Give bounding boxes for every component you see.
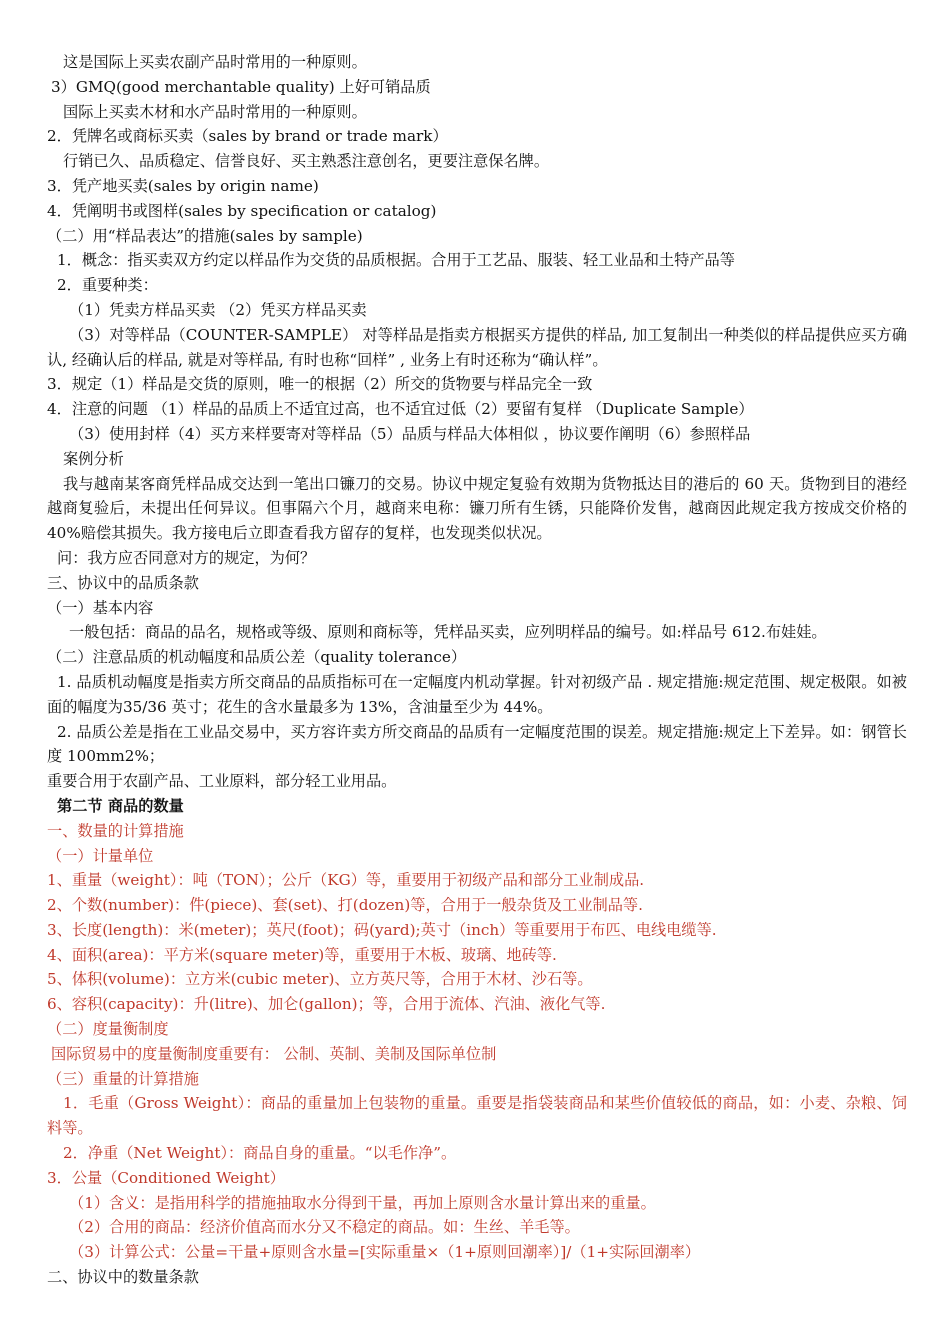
text-line: 2．重要种类： (57, 276, 158, 295)
text-line: 这是国际上买卖农副产品时常用的一种原则。 (63, 53, 367, 71)
paragraph (47, 720, 907, 770)
text-line: 3）GMQ(good merchantable quality) 上好可销品质 (51, 77, 431, 96)
red-text-line: （1）含义：是指用科学的措施抽取水分得到干量，再加上原则含水量计算出来的重量。 (69, 1193, 656, 1212)
red-text-line: 3、长度(length)：米(meter)；英尺(foot)；码(yard);英寸（inch）等重要用于布匹、电线电缆等. (47, 920, 717, 939)
paragraph (47, 323, 907, 373)
red-text-line: 4、面积(area)：平方米(square meter)等，重要用于木板、玻璃、地砖等. (47, 945, 557, 964)
red-heading: 一、数量的计算措施 (47, 821, 184, 840)
subsection-heading: （二）注意品质的机动幅度和品质公差（quality tolerance） (47, 648, 467, 667)
section-heading: 二、协议中的数量条款 (47, 1268, 199, 1287)
subsection-heading: （一）基本内容 (47, 598, 154, 617)
red-text-line: 6、容积(capacity)：升(litre)、加仑(gallon)；等，合用于流体、汽油、液化气等. (47, 995, 606, 1014)
text-line: （1）凭卖方样品买卖 （2）凭买方样品买卖 (69, 300, 367, 319)
paragraph-text: 1. 品质机动幅度是指卖方所交商品的品质指标可在一定幅度内机动掌握。针对初级产品 . 规定措施:规定范围、规定极限。如被面的幅度为35/36 英寸；花生的含水量最多为 13%，含油量至少为 44%。 (47, 672, 907, 716)
section-heading: （二）用“样品表达”的措施(sales by sample) (47, 226, 363, 245)
chapter-heading: 第二节 商品的数量 (57, 796, 184, 815)
text-line: 2．凭牌名或商标买卖（sales by brand or trade mark） (47, 127, 448, 146)
case-heading: 案例分析 (63, 449, 124, 468)
red-heading: （三）重量的计算措施 (47, 1069, 199, 1088)
text-line: 国际上买卖木材和水产品时常用的一种原则。 (63, 102, 367, 121)
text-line: 1．概念：指买卖双方约定以样品作为交货的品质根据。合用于工艺品、服装、轻工业品和土特产品等 (57, 251, 735, 270)
paragraph-text: 1．毛重（Gross Weight）：商品的重量加上包装物的重量。重要是指袋装商品和某些价值较低的商品，如：小麦、杂粮、饲料等。 (47, 1094, 907, 1138)
text-line: 4．凭阐明书或图样(sales by specification or catalog) (47, 201, 437, 220)
text-line: 3．规定（1）样品是交货的原则，唯一的根据（2）所交的货物要与样品完全一致 (47, 375, 593, 394)
text-line: 行销已久、品质稳定、信誉良好、买主熟悉注意创名，更要注意保名牌。 (63, 152, 549, 171)
red-heading: （二）度量衡制度 (47, 1020, 169, 1039)
paragraph-text: （3）对等样品（COUNTER-SAMPLE） 对等样品是指卖方根据买方提供的样品, 加工复制出一种类似的样品提供应买方确认, 经确认后的样品, 就是对等样品, 有时也称“回样” , 业务上有时还称为“确认样”。 (47, 325, 907, 369)
red-text-line: 3．公量（Conditioned Weight） (47, 1168, 285, 1187)
document-page (47, 50, 907, 1290)
red-heading: （一）计量单位 (47, 846, 154, 865)
text-line: （3）使用封样（4）买方来样要寄对等样品（5）品质与样品大体相似 ，协议要作阐明（6）参照样品 (69, 424, 751, 443)
red-text-line: （3）计算公式：公量=干量+原则含水量=[实际重量×（1+原则回潮率）]/（1+实际回潮率） (69, 1243, 701, 1262)
red-paragraph (47, 1091, 907, 1141)
red-text-line: 国际贸易中的度量衡制度重要有： 公制、英制、美制及国际单位制 (51, 1044, 497, 1063)
text-line: 4．注意的问题 （1）样品的品质上不适宜过高，也不适宜过低（2）要留有复样 （Duplicate Sample） (47, 400, 754, 419)
text-line: 重要合用于农副产品、工业原料，部分轻工业用品。 (47, 772, 397, 791)
red-text-line: 2、个数(number)：件(piece)、套(set)、打(dozen)等，合用于一般杂货及工业制品等. (47, 896, 643, 915)
section-heading: 三、协议中的品质条款 (47, 573, 199, 592)
paragraph-text: 我与越南某客商凭样品成交达到一笔出口镰刀的交易。协议中规定复验有效期为货物抵达目的港后的 60 天。货物到目的港经越商复验后，未提出任何异议。但事隔六个月，越商来电称：镰刀所有生锈，只能降价发售，越商因此规定我方按成交价格的 40%赔偿其损失。我方接电后立即查看我方留存的复样，也发现类似状况。 (47, 474, 907, 543)
red-text-line: 5、体积(volume)：立方米(cubic meter)、立方英尺等，合用于木材、沙石等。 (47, 970, 593, 989)
paragraph (47, 670, 907, 720)
text-line: 3．凭产地买卖(sales by origin name) (47, 176, 319, 195)
red-text-line: 1、重量（weight）：吨（TON）；公斤（KG）等，重要用于初级产品和部分工业制成品. (47, 871, 645, 890)
text-line: 问：我方应否同意对方的规定，为何？ (57, 548, 316, 567)
text-line: 一般包括：商品的品名，规格或等级、原则和商标等，凭样品买卖，应列明样品的编号。如:样品号 612.布娃娃。 (69, 623, 827, 642)
paragraph-text: 2. 品质公差是指在工业品交易中，买方容许卖方所交商品的品质有一定幅度范围的误差。规定措施:规定上下差异。如：钢管长度 100mm2%； (47, 722, 907, 766)
red-text-line: （2）合用的商品：经济价值高而水分又不稳定的商品。如：生丝、羊毛等。 (69, 1218, 580, 1237)
red-text-line: 2．净重（Net Weight）：商品自身的重量。“以毛作净”。 (63, 1144, 457, 1163)
paragraph (47, 472, 907, 546)
